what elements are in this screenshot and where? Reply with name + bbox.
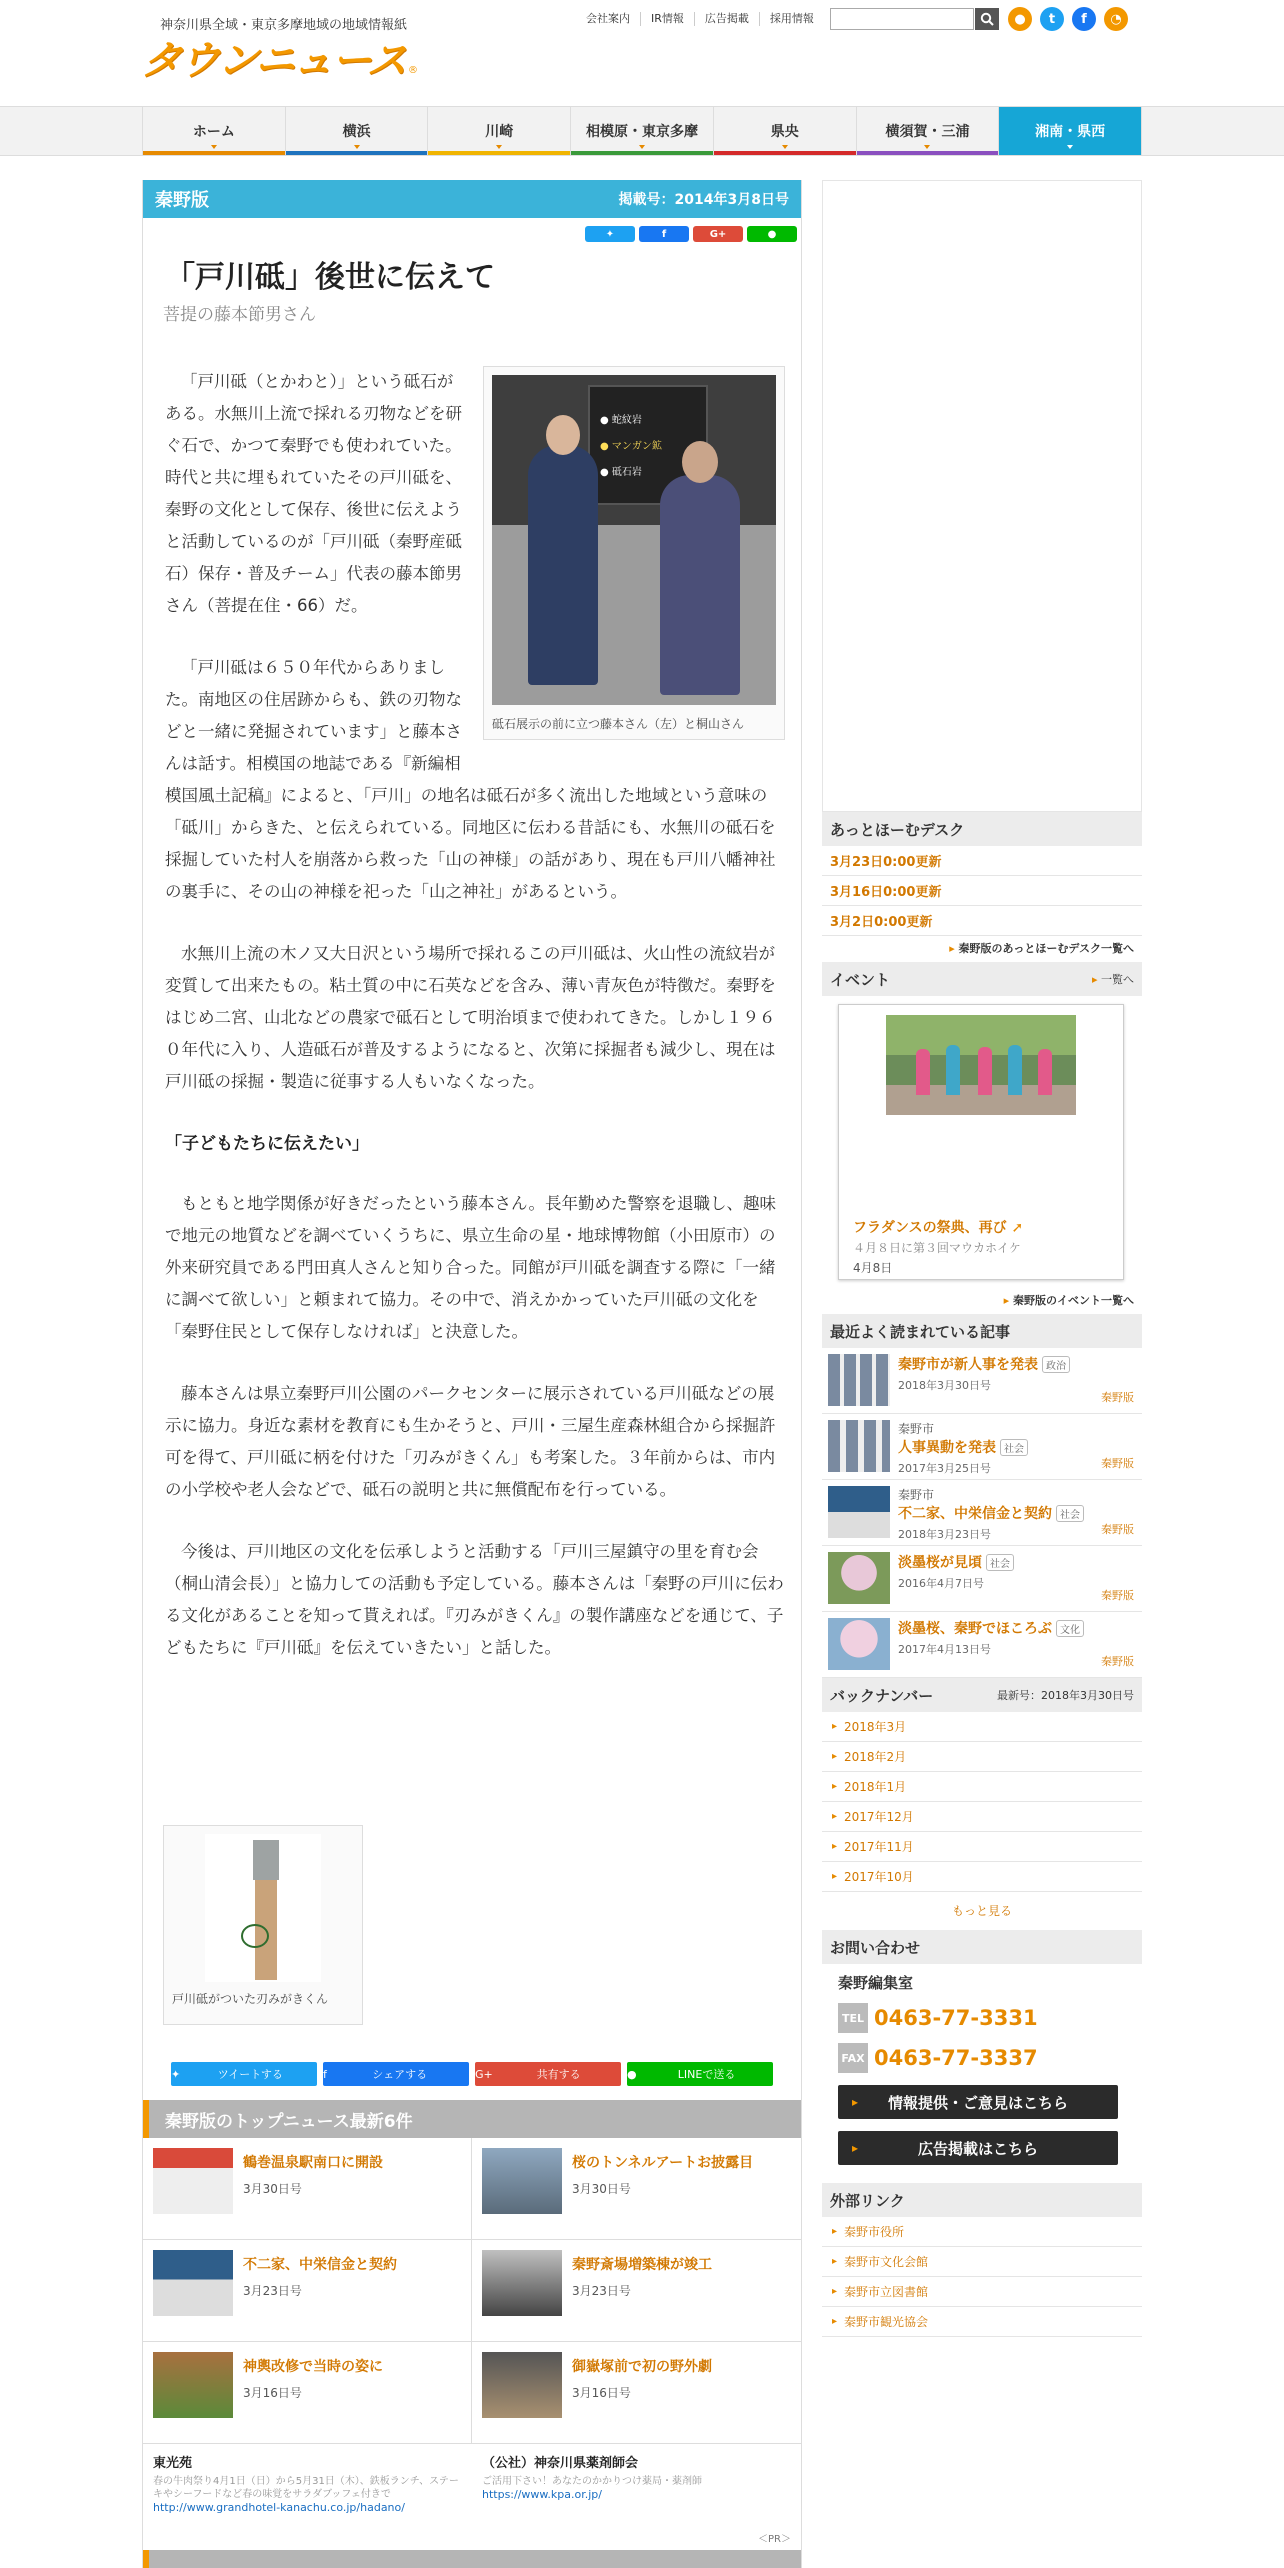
social-links: [1008, 7, 1128, 31]
site-tagline: 神奈川県全域・東京多摩地域の地域情報紙: [160, 18, 408, 33]
photo-image: [492, 375, 776, 705]
desk-more-link[interactable]: ▸ 秦野版のあっとほーむデスク一覧へ: [822, 936, 1142, 962]
event-card[interactable]: フラダンスの祭典、再び ➚ ４月８日に第３回マウカホイケ 4月8日: [838, 1004, 1124, 1280]
site-logo[interactable]: タウンニュース ®: [142, 32, 418, 82]
edition-date: 掲載号：2014年3月8日号: [618, 192, 789, 208]
caret-icon: [924, 145, 930, 149]
info-submit-button[interactable]: ▸ 情報提供・ご意見はこちら: [838, 2085, 1118, 2119]
paragraph: もともと地学関係が好きだったという藤本さん。長年勤めた警察を退職し、趣味で地元の地質などを調べていくうちに、県立生命の星・地球博物館（小田原市）の外来研究員である門田真人さんと知り合った。同館が戸川砥を調査する際に「一緒に調べて欲しい」と頼まれて協力。その中で、消えかかっていた戸川砥の文化を「秦野住民として保存しなければ」と決意した。: [165, 1194, 776, 1341]
nav-item-shonan[interactable]: 湘南・県西: [999, 107, 1142, 155]
facebook-share-mini[interactable]: f: [639, 226, 689, 242]
fax-icon: FAX: [838, 2043, 868, 2073]
top-links: [576, 12, 824, 26]
paragraph: 「戸川砥は６５０年代からありました。南地区の住居跡からも、鉄の刃物などと一緒に発掘されています」と藤本さんは話す。相模国の地誌である『新編相模国風土記稿』によると、「戸川」の地名は砥石が多く流出した地域という意味の「砥川」からきた、と伝えられている。同地区に伝わる昔話にも、水無川の砥石を採掘していた村人を崩落から救った「山の神様」の話があり、現在も戸川八幡神社の裏手に、その山の神様を祀った「山之神社」があるという。: [165, 658, 776, 901]
nav-item-yokosuka[interactable]: 横須賀・三浦: [857, 107, 1000, 155]
paragraph: 水無川上流の木ノ又大日沢という場所で採れるこの戸川砥は、火山性の流紋岩が変質して出来たもの。粘土質の中に石英などを含み、薄い青灰色が特徴だ。秦野をはじめ二宮、山北などの農家で砥石として明治頃まで使われてきた。しかし１９６０年代に入り、人造砥石が普及するようになると、次第に採掘者も減少し、現在は戸川砥の採掘・製造に従事する人もいなくなった。: [165, 944, 776, 1091]
top-link-company[interactable]: 会社案内: [576, 12, 641, 26]
pr-label: ＜PR＞: [758, 2534, 791, 2545]
person-left: [528, 445, 598, 685]
logo-text: タウンニュース: [139, 37, 409, 84]
backnumber-item[interactable]: ▸ 2018年2月: [822, 1742, 1142, 1772]
thumb-image: [205, 1834, 321, 1982]
top-news-item[interactable]: 神輿改修で当時の姿に 3月16日号: [143, 2342, 472, 2444]
backnumber-item[interactable]: ▸ 2018年1月: [822, 1772, 1142, 1802]
article-subheading: 「子どもたちに伝えたい」: [165, 1134, 369, 1154]
new-icon: ➚: [1011, 1220, 1024, 1236]
popular-thumb: [828, 1618, 890, 1670]
paragraph: 「戸川砥（とかわと）」という砥石がある。水無川上流で採れる刃物などを研ぐ石で、かつて秦野でも使われていた。時代と共に埋もれていたその戸川砥を、秦野の文化として保存、後世に伝えようと活動しているのが「戸川砥（秦野産砥石）保存・普及チーム」代表の藤本節男さん（菩提在住・66）だ。: [165, 372, 462, 615]
popular-thumb: [828, 1420, 890, 1472]
popular-item[interactable]: 秦野市 不二家、中栄信金と契約 社会 2018年3月23日号 秦野版: [822, 1480, 1142, 1546]
backnumber-heading: バックナンバー 最新号：2018年3月30日号: [822, 1678, 1142, 1712]
ad-item[interactable]: 東光苑 春の牛肉祭り4月1日（日）から5月31日（木）、鉄板ランチ、ステーキやシーフードなど春の味覚をサラダブッフェ付きで http://www.grandhotel-kanachu.co.jp/hadano/: [153, 2456, 459, 2514]
backnumber-item[interactable]: ▸ 2018年3月: [822, 1712, 1142, 1742]
top-news-heading: 秦野版のトップニュース最新6件: [143, 2100, 801, 2138]
top-news-item[interactable]: 鶴巻温泉駅南口に開設 3月30日号: [143, 2138, 472, 2240]
article-subtitle: 菩提の藤本節男さん: [163, 305, 316, 325]
news-thumb: [482, 2148, 562, 2214]
nav-item-home[interactable]: ホーム: [142, 107, 286, 155]
article-thumb[interactable]: [163, 1825, 363, 2025]
site-header: [0, 0, 1284, 106]
nav-item-kenou[interactable]: 県央: [714, 107, 857, 155]
pr-ads: [143, 2444, 801, 2524]
main-nav: [0, 106, 1284, 156]
sidebar: [822, 180, 1142, 2337]
share-mini: [585, 226, 797, 242]
contact-heading: お問い合わせ: [822, 1930, 1142, 1964]
caret-icon: [211, 145, 217, 149]
caret-icon: [1067, 145, 1073, 149]
office-name: 秦野編集室: [838, 1974, 914, 1992]
line-share-mini[interactable]: ●: [747, 226, 797, 242]
popular-thumb: [828, 1354, 890, 1406]
news-thumb: [153, 2148, 233, 2214]
external-link[interactable]: ▸ 秦野市観光協会: [822, 2307, 1142, 2337]
external-link[interactable]: ▸ 秦野市文化会館: [822, 2247, 1142, 2277]
top-link-recruit[interactable]: 採用情報: [769, 12, 814, 25]
top-link-ir[interactable]: IR情報: [641, 12, 695, 26]
person-right: [660, 475, 740, 695]
popular-item[interactable]: 淡墨桜、秦野でほころぶ 文化 2017年4月13日号 秦野版: [822, 1612, 1142, 1678]
top-news-item[interactable]: 不二家、中栄信金と契約 3月23日号: [143, 2240, 472, 2342]
news-thumb: [482, 2352, 562, 2418]
tel-number[interactable]: 0463-77-3331: [874, 2006, 1038, 2030]
next-section-heading: [143, 2550, 801, 2568]
latest-issue: 最新号：2018年3月30日号: [997, 1689, 1134, 1702]
popular-thumb: [828, 1552, 890, 1604]
edition-name: 秦野版: [155, 190, 209, 211]
external-link[interactable]: ▸ 秦野市立図書館: [822, 2277, 1142, 2307]
top-news-item[interactable]: 桜のトンネルアートお披露目 3月30日号: [472, 2138, 801, 2240]
rss-icon[interactable]: ◔: [1104, 7, 1128, 31]
nav-item-yokohama[interactable]: 横浜: [286, 107, 429, 155]
search-button[interactable]: [975, 8, 999, 30]
photo-caption: 砥石展示の前に立つ藤本さん（左）と桐山さん: [492, 717, 745, 731]
nav-item-kawasaki[interactable]: 川崎: [428, 107, 571, 155]
paragraph: 藤本さんは県立秦野戸川公園のパークセンターに展示されている戸川砥などの展示に協力。身近な素材を教育にも生かそうと、戸川・三屋生産森林組合から採掘許可を得て、戸川砥に柄を付けた「刃みがきくん」も考案した。３年前からは、市内の小学校や老人会などで、砥石の説明と共に無償配布を行っている。: [165, 1384, 776, 1499]
ad-slot: [822, 180, 1142, 812]
nav-item-sagamihara[interactable]: 相模原・東京多摩: [571, 107, 714, 155]
desk-heading: あっとほーむデスク: [822, 812, 1142, 846]
popular-item[interactable]: 秦野市が新人事を発表 政治 2018年3月30日号 秦野版: [822, 1348, 1142, 1414]
article-title: 「戸川砥」後世に伝えて: [165, 260, 495, 295]
backnumber-more-link[interactable]: もっと見る: [951, 1904, 1012, 1918]
news-thumb: [482, 2250, 562, 2316]
share-buttons: [171, 2062, 773, 2086]
links-heading: 外部リンク: [822, 2183, 1142, 2217]
edition-bar: [143, 180, 801, 218]
article-photo[interactable]: [483, 366, 785, 740]
google-share-button[interactable]: G+ 共有する: [475, 2062, 621, 2086]
popular-item[interactable]: 淡墨桜が見頃 社会 2016年4月7日号 秦野版: [822, 1546, 1142, 1612]
event-more-link[interactable]: ▸ 秦野版のイベント一覧へ: [822, 1288, 1142, 1314]
search-input[interactable]: [830, 8, 974, 30]
line-share-button[interactable]: ● LINEで送る: [627, 2062, 773, 2086]
top-news-item[interactable]: 秦野斎場増築棟が竣工 3月23日号: [472, 2240, 801, 2342]
facebook-icon[interactable]: f: [1072, 7, 1096, 31]
popular-thumb: [828, 1486, 890, 1538]
external-link[interactable]: ▸ 秦野市役所: [822, 2217, 1142, 2247]
top-news-list: [143, 2138, 801, 2444]
popular-heading: 最近よく読まれている記事: [822, 1314, 1142, 1348]
news-thumb: [153, 2250, 233, 2316]
top-news-item[interactable]: 御嶽塚前で初の野外劇 3月16日号: [472, 2342, 801, 2444]
article: [142, 180, 802, 2568]
app-icon[interactable]: ●: [1008, 7, 1032, 31]
caret-icon: [639, 145, 645, 149]
backnumber-item[interactable]: ▸ 2017年12月: [822, 1802, 1142, 1832]
event-list-link[interactable]: ▸ 一覧へ: [1092, 971, 1134, 987]
paragraph: 今後は、戸川地区の文化を伝承しようと活動する「戸川三屋鎮守の里を育む会（桐山清会長）」と協力しての活動も予定している。藤本さんは「秦野の戸川に伝わる文化があることを知って貰えれば。『刃みがきくん』の製作講座などを通じて、子どもたちに『戸川砥』を伝えていきたい」と話した。: [165, 1542, 784, 1657]
twitter-icon[interactable]: t: [1040, 7, 1064, 31]
ad-item[interactable]: （公社）神奈川県薬剤師会 ご活用下さい！あなたのかかりつけ薬局・薬剤師 https://www.kpa.or.jp/: [482, 2456, 702, 2501]
display-board: ● 蛇紋岩 ● マンガン鉱 ● 砥石岩: [588, 385, 708, 505]
event-heading: イベント ▸ 一覧へ: [822, 962, 1142, 996]
backnumber-item[interactable]: ▸ 2017年11月: [822, 1832, 1142, 1862]
fax-number: 0463-77-3337: [874, 2046, 1038, 2070]
contact-box: [822, 1964, 1142, 2173]
desk-item[interactable]: 3月16日0:00更新: [822, 876, 1142, 906]
desk-item[interactable]: 3月23日0:00更新: [822, 846, 1142, 876]
desk-item[interactable]: 3月2日0:00更新: [822, 906, 1142, 936]
caret-icon: [496, 145, 502, 149]
popular-item[interactable]: 秦野市 人事異動を発表 社会 2017年3月25日号 秦野版: [822, 1414, 1142, 1480]
caret-icon: [782, 145, 788, 149]
news-thumb: [153, 2352, 233, 2418]
search-icon: [980, 12, 994, 26]
facebook-share-button[interactable]: f シェアする: [323, 2062, 469, 2086]
thumb-caption: 戸川砥がついた刃みがきくん: [172, 1992, 329, 2006]
caret-icon: [354, 145, 360, 149]
twitter-share-mini[interactable]: ✦: [585, 226, 635, 242]
tweet-button[interactable]: ✦ ツイートする: [171, 2062, 317, 2086]
tel-icon: TEL: [838, 2003, 868, 2033]
backnumber-item[interactable]: ▸ 2017年10月: [822, 1862, 1142, 1892]
ad-contact-button[interactable]: ▸ 広告掲載はこちら: [838, 2131, 1118, 2165]
top-link-ads[interactable]: 広告掲載: [695, 12, 760, 26]
event-image: [886, 1015, 1076, 1115]
google-share-mini[interactable]: G+: [693, 226, 743, 242]
